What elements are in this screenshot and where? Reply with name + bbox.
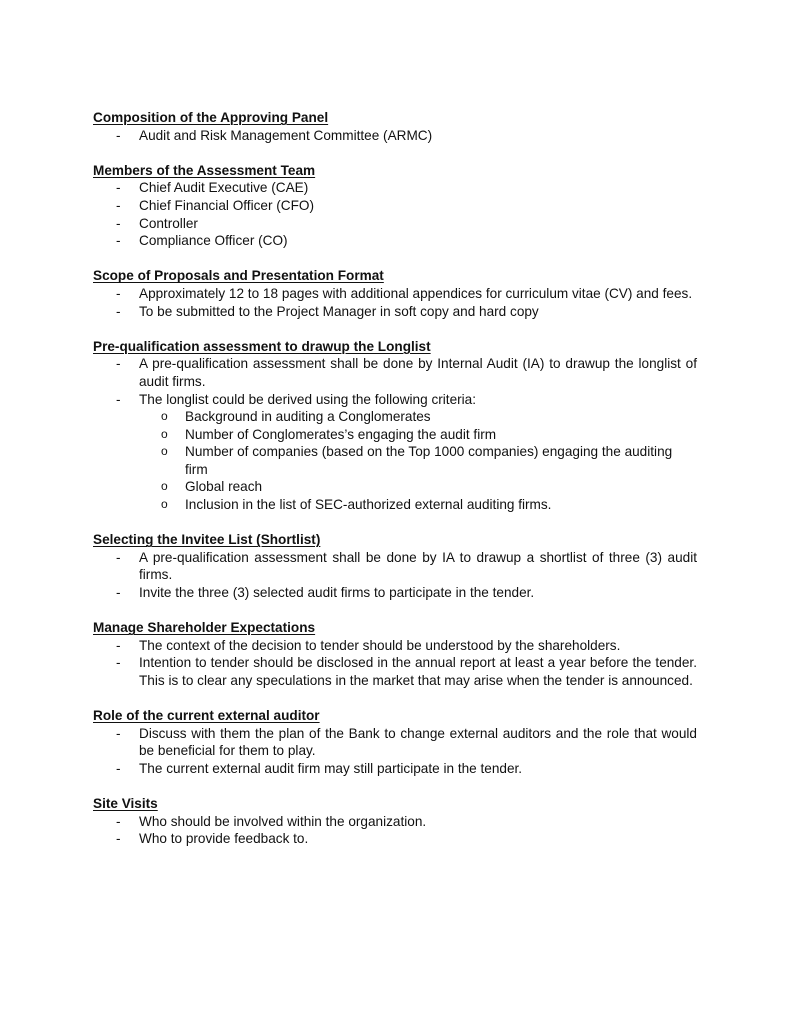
circle-marker: o [161,444,168,459]
list-item [93,197,697,215]
list-item-text: Compliance Officer (CO) [139,233,288,249]
dash-marker: - [116,356,121,372]
section-heading: Role of the current external auditor [93,708,320,724]
circle-marker: o [161,426,168,441]
section-heading: Site Visits [93,796,158,812]
dash-marker: - [116,655,121,671]
bullet-list [93,725,697,778]
criteria-item [139,478,697,496]
list-item [93,127,697,145]
section-approving-panel [93,109,697,144]
section-heading: Members of the Assessment Team [93,162,316,178]
list-item-text: Who to provide feedback to. [139,831,309,847]
dash-marker: - [116,585,121,601]
list-item [93,549,697,584]
list-item [93,303,697,321]
criteria-item [139,408,697,426]
dash-marker: - [116,127,121,143]
list-item [93,830,697,848]
list-item [93,654,697,689]
list-item-text: Chief Financial Officer (CFO) [139,197,314,213]
list-item-text: A pre-qualification assessment shall be done by Internal Audit (IA) to drawup the longlist of audit firms. [139,356,697,389]
list-item-text: Invite the three (3) selected audit firms to participate in the tender. [139,585,535,601]
section-heading: Manage Shareholder Expectations [93,620,316,636]
section-shareholder-expectations [93,619,697,689]
dash-marker: - [116,813,121,829]
dash-marker: - [116,215,121,231]
dash-marker: - [116,197,121,213]
list-item-text: The longlist could be derived using the following criteria: [139,391,477,407]
section-site-visits [93,795,697,848]
list-item-text: The current external audit firm may still participate in the tender. [139,760,523,776]
list-item-text: Discuss with them the plan of the Bank to change external auditors and the role that would be beneficial for them to play. [139,725,697,759]
bullet-list [93,285,697,320]
list-item-text: Approximately 12 to 18 pages with additional appendices for curriculum vitae (CV) and fees. [139,285,693,301]
list-item [93,813,697,831]
criteria-list [139,408,697,514]
criteria-item-text: Inclusion in the list of SEC-authorized external auditing firms. [185,497,552,513]
list-item-text: Controller [139,215,198,231]
list-item [93,232,697,250]
section-assessment-team [93,162,697,250]
section-current-auditor [93,707,697,777]
list-item [93,179,697,197]
section-scope-of-proposals [93,267,697,320]
criteria-item-text: Number of companies (based on the Top 1000 companies) engaging the auditing firm [185,444,673,477]
criteria-item-text: Global reach [185,479,263,495]
dash-marker: - [116,285,121,301]
list-item-text: Intention to tender should be disclosed in the annual report at least a year before the tender. This is to clear any speculations in the market that may arise when the tender is announced. [139,655,697,688]
dash-marker: - [116,391,121,407]
list-item-text: Who should be involved within the organization. [139,813,427,829]
list-item [93,584,697,602]
section-longlist [93,338,697,514]
list-item [93,355,697,390]
dash-marker: - [116,549,121,565]
section-shortlist [93,531,697,601]
dash-marker: - [116,180,121,196]
dash-marker: - [116,637,121,653]
list-item-text: Chief Audit Executive (CAE) [139,180,309,196]
bullet-list [93,179,697,249]
circle-marker: o [161,479,168,494]
bullet-list [93,813,697,848]
bullet-list [93,549,697,602]
bullet-list [93,127,697,145]
criteria-item [139,443,697,478]
circle-marker: o [161,497,168,512]
list-item [93,725,697,760]
circle-marker: o [161,409,168,424]
list-item-text: A pre-qualification assessment shall be done by IA to drawup a shortlist of three (3) audit firms. [139,549,697,583]
section-heading: Composition of the Approving Panel [93,110,329,125]
criteria-item-text: Background in auditing a Conglomerates [185,409,431,425]
list-item [93,760,697,778]
list-item-text: Audit and Risk Management Committee (ARMC) [139,127,433,143]
list-item [93,637,697,655]
list-item-text: The context of the decision to tender should be understood by the shareholders. [139,637,621,653]
dash-marker: - [116,303,121,319]
dash-marker: - [116,233,121,249]
dash-marker: - [116,831,121,847]
bullet-list [93,355,697,513]
dash-marker: - [116,760,121,776]
section-heading: Pre-qualification assessment to drawup the Longlist [93,338,431,354]
list-item-text: To be submitted to the Project Manager in soft copy and hard copy [139,303,539,319]
criteria-item-text: Number of Conglomerates’s engaging the audit firm [185,426,497,442]
document-page [93,109,697,866]
section-heading: Selecting the Invitee List (Shortlist) [93,532,321,548]
criteria-item [139,496,697,514]
dash-marker: - [116,725,121,741]
bullet-list [93,637,697,690]
list-item [93,391,697,514]
list-item [93,285,697,303]
section-heading: Scope of Proposals and Presentation Format [93,268,384,284]
list-item [93,215,697,233]
criteria-item [139,426,697,444]
